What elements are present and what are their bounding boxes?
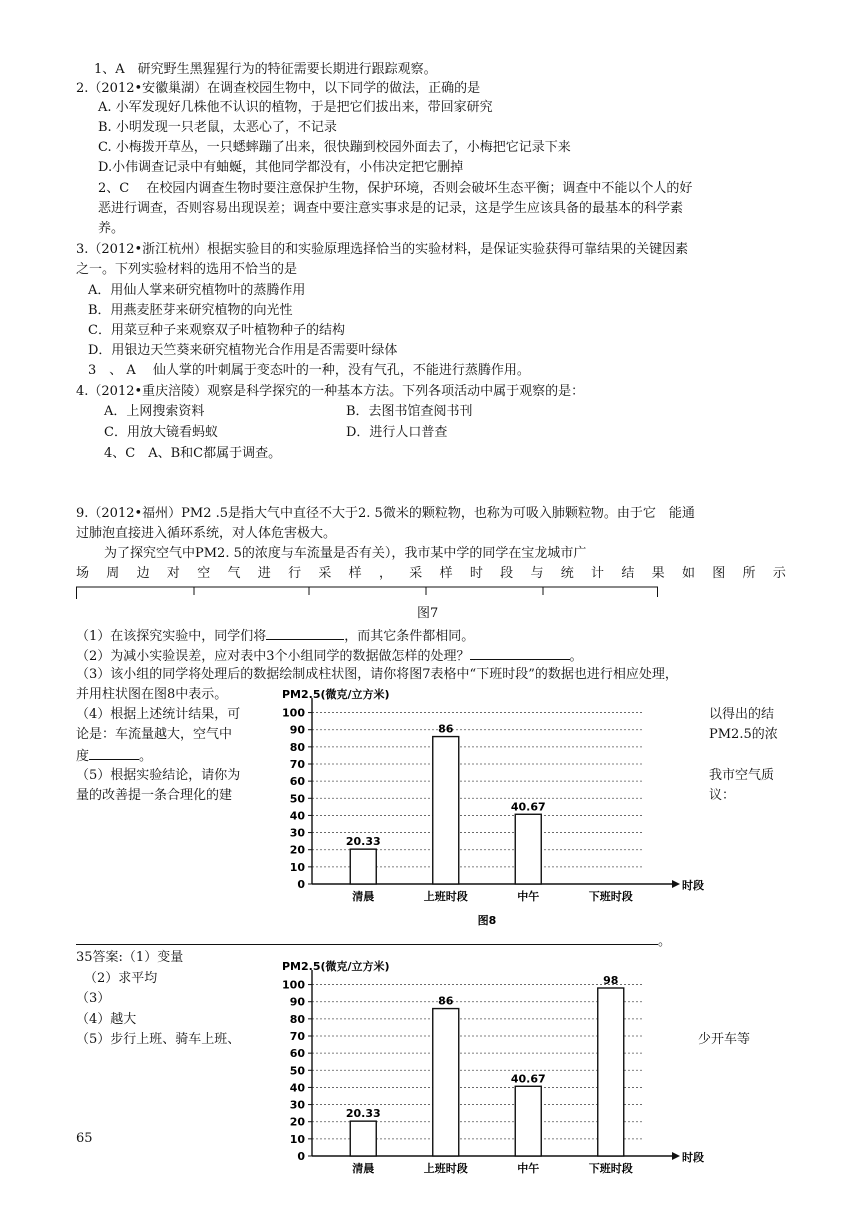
q9-justified-char: 段 <box>500 566 514 581</box>
q9-sub5-answer-line[interactable] <box>76 944 658 945</box>
q4-option-a: A．上网搜索资料 <box>104 404 205 419</box>
q9-sub4-right1: 以得出的结 <box>709 707 775 722</box>
y-tick-label: 60 <box>289 775 305 789</box>
q9-sub1-blank[interactable] <box>266 627 344 640</box>
bar <box>515 814 541 884</box>
q9-justified-char: 样 <box>439 566 453 581</box>
q9-sub5-right1: 我市空气质 <box>709 768 775 783</box>
data-label: 86 <box>438 722 454 736</box>
q9-justified-char: 计 <box>591 566 605 581</box>
q9-justified-char: 周 <box>106 566 120 581</box>
q9-justified-char: 场 <box>76 566 90 581</box>
y-tick-label: 50 <box>289 792 305 806</box>
q9-justified-char: 图 <box>712 566 726 581</box>
answer-4: （4）越大 <box>76 1012 137 1027</box>
y-tick-label: 10 <box>289 1132 305 1146</box>
figure7-caption: 图7 <box>417 606 439 621</box>
q9-sub3-line2: 并用柱状图在图8中表示。 <box>76 687 228 702</box>
x-tick-label: 清晨 <box>352 890 375 903</box>
x-axis-label: 时段 <box>682 879 704 892</box>
q2-option-c: C. 小梅拨开草丛，一只蟋蟀蹦了出来，很快蹦到校园外面去了，小梅把它记录下来 <box>98 140 571 155</box>
y-tick-label: 90 <box>289 995 305 1009</box>
x-axis-arrow <box>672 880 680 888</box>
x-tick-label: 中午 <box>517 1162 540 1175</box>
q2-answer-line3: 养。 <box>98 221 125 236</box>
q9-sub4-left2: 论是：车流量越大，空气中 <box>76 727 233 742</box>
q4-option-c: C．用放大镜看蚂蚁 <box>104 425 218 440</box>
q9-justified-char: 采 <box>318 566 332 581</box>
q2-option-b: B. 小明发现一只老鼠，太恶心了，不记录 <box>98 120 337 135</box>
answer-5-left: （5）步行上班、骑车上班、 <box>76 1032 241 1047</box>
q9-sub4-label: 度 <box>76 749 90 764</box>
q9-justified-char: ， <box>378 566 392 581</box>
q9-sub2 <box>76 647 583 665</box>
q9-sub2-blank[interactable] <box>470 647 570 660</box>
data-label: 98 <box>603 974 619 987</box>
figure7-table-strip <box>76 583 658 599</box>
y-tick-label: 10 <box>289 860 305 874</box>
q9-sub2-post: 。 <box>569 649 583 664</box>
y-tick-label: 70 <box>289 758 305 771</box>
q9-justified-char: 进 <box>257 566 271 581</box>
q9-sub1 <box>76 627 474 645</box>
q4-option-b: B．去图书馆查阅书刊 <box>346 404 473 419</box>
page-number: 65 <box>76 1131 93 1146</box>
y-tick-label: 30 <box>289 1098 305 1112</box>
x-tick-label: 清晨 <box>352 1162 375 1175</box>
x-axis-arrow <box>672 1152 680 1160</box>
q9-justified-char: 所 <box>742 566 756 581</box>
q4-answer: 4、C A、B和C都属于调查。 <box>104 446 282 461</box>
x-tick-label: 下班时段 <box>588 890 633 903</box>
data-label: 20.33 <box>345 1107 381 1121</box>
data-label: 40.67 <box>510 800 546 814</box>
data-label: 20.33 <box>345 835 381 849</box>
data-label: 40.67 <box>510 1072 546 1086</box>
y-tick-label: 100 <box>282 706 305 720</box>
q9-justified-char: 果 <box>651 566 665 581</box>
bar <box>350 1121 376 1156</box>
y-tick-label: 30 <box>289 826 305 840</box>
x-tick-label: 上班时段 <box>423 890 468 903</box>
bar <box>433 1009 459 1156</box>
q3-stem-line1: 3.（2012•浙江杭州）根据实验目的和实验原理选择恰当的实验材料，是保证实验获得可靠结果的关键因素 <box>76 242 689 257</box>
q9-end-mark: 。 <box>658 934 672 949</box>
answer-3: （3） <box>76 991 111 1006</box>
y-axis-label: PM2.5(微克/立方米) <box>282 688 390 701</box>
bar <box>598 988 624 1156</box>
y-tick-label: 0 <box>297 878 305 891</box>
y-tick-label: 100 <box>282 978 305 992</box>
q9-justified-char: 空 <box>197 566 211 581</box>
q9-sub5-right2: 议： <box>709 788 736 803</box>
bar <box>350 849 376 884</box>
q2-answer-line2: 恶进行调查，否则容易出现误差；调查中要注意实事求是的记录，这是学生应该具备的最基本的科学素 <box>98 201 684 216</box>
x-tick-label: 下班时段 <box>588 1162 633 1175</box>
figure8-chart <box>280 686 704 932</box>
q9-justified-char: 行 <box>288 566 302 581</box>
y-tick-label: 80 <box>289 1012 305 1026</box>
y-axis-label: PM2.5(微克/立方米) <box>282 960 390 973</box>
q9-stem-line1: 9.（2012•福州）PM2 .5是指大气中直径不大于2. 5微米的颗粒物，也称为可吸入肺颗粒物。由于它 能通 <box>76 506 695 521</box>
data-label: 86 <box>438 994 454 1008</box>
q9-justified-char: 结 <box>621 566 635 581</box>
q9-justified-char: 如 <box>681 566 695 581</box>
q9-justified-char: 时 <box>469 566 483 581</box>
q9-justified-char: 边 <box>136 566 150 581</box>
bar <box>433 737 459 884</box>
q4-stem: 4.（2012•重庆涪陵）观察是科学探究的一种基本方法。下列各项活动中属于观察的是： <box>76 384 585 399</box>
q9-justified-char: 与 <box>530 566 544 581</box>
y-tick-label: 90 <box>289 723 305 737</box>
q9-justified-char: 气 <box>227 566 241 581</box>
bar <box>515 1086 541 1156</box>
q9-sub4-blank[interactable] <box>89 747 139 760</box>
q3-option-d: D．用银边天竺葵来研究植物光合作用是否需要叶绿体 <box>88 343 398 358</box>
q9-sub4-end: 。 <box>139 749 153 764</box>
y-tick-label: 80 <box>289 740 305 754</box>
q2-option-d: D.小伟调查记录中有蚰蜒，其他同学都没有，小伟决定把它删掉 <box>98 160 464 175</box>
q9-justified-char: 统 <box>560 566 574 581</box>
answer-chart <box>280 958 704 1194</box>
q9-justified-char: 对 <box>166 566 180 581</box>
answer-5-right: 少开车等 <box>698 1032 751 1047</box>
q9-sub5-left1: （5）根据实验结论，请你为 <box>76 768 241 783</box>
q9-sub2-pre: （2）为减小实验误差，应对表中3个小组同学的数据做怎样的处理？ <box>76 649 470 664</box>
q3-answer: 3 、 A 仙人掌的叶刺属于变态叶的一种，没有气孔，不能进行蒸腾作用。 <box>88 363 530 378</box>
q9-justified-char: 采 <box>409 566 423 581</box>
q9-justified-char: 样 <box>348 566 362 581</box>
q9-sub4-left1: （4）根据上述统计结果，可 <box>76 707 241 722</box>
y-tick-label: 20 <box>289 1115 305 1129</box>
q1-answer: 1、A 研究野生黑猩猩行为的特征需要长期进行跟踪观察。 <box>94 62 437 77</box>
q9-stem-line4 <box>76 566 786 582</box>
y-tick-label: 40 <box>289 809 305 823</box>
x-tick-label: 中午 <box>517 890 540 903</box>
q9-justified-char: 示 <box>772 566 786 581</box>
q9-sub5-left2: 量的改善提一条合理化的建 <box>76 788 233 803</box>
chart-caption: 图8 <box>477 914 497 927</box>
q9-stem-line3: 为了探究空气中PM2. 5的浓度与车流量是否有关），我市某中学的同学在宝龙城市广 <box>104 546 587 561</box>
q9-sub1-post: ，而其它条件都相同。 <box>344 629 475 644</box>
x-axis-label: 时段 <box>682 1151 704 1164</box>
q3-stem-line2: 之一。下列实验材料的选用不恰当的是 <box>76 262 298 277</box>
q9-stem-line2: 过肺泡直接进入循环系统，对人体危害极大。 <box>76 526 337 541</box>
y-tick-label: 70 <box>289 1030 305 1043</box>
q2-option-a: A. 小军发现好几株他不认识的植物，于是把它们拔出来，带回家研究 <box>98 100 493 115</box>
y-tick-label: 50 <box>289 1064 305 1078</box>
q2-answer-line1: 2、C 在校园内调查生物时要注意保护生物，保护环境，否则会破坏生态平衡；调查中不能以个人的好 <box>98 181 693 196</box>
q3-option-c: C．用菜豆种子来观察双子叶植物种子的结构 <box>88 323 345 338</box>
x-tick-label: 上班时段 <box>423 1162 468 1175</box>
q3-option-b: B．用燕麦胚芽来研究植物的向光性 <box>88 303 293 318</box>
y-tick-label: 0 <box>297 1150 305 1163</box>
q2-stem: 2.（2012•安徽巢湖）在调查校园生物中，以下同学的做法，正确的是 <box>76 81 481 96</box>
y-tick-label: 40 <box>289 1081 305 1095</box>
y-tick-label: 20 <box>289 843 305 857</box>
answer-1: 35答案:（1）变量 <box>76 950 184 965</box>
q9-sub4-left3 <box>76 747 152 765</box>
q9-sub4-right2: PM2.5的浓 <box>709 727 778 742</box>
q3-option-a: A．用仙人掌来研究植物叶的蒸腾作用 <box>88 283 306 298</box>
y-tick-label: 60 <box>289 1047 305 1061</box>
q9-sub3-line1: （3）该小组的同学将处理后的数据绘制成柱状图，请你将图7表格中“下班时段”的数据也进行相应处理， <box>76 667 678 682</box>
q9-sub1-pre: （1）在该探究实验中，同学们将 <box>76 629 267 644</box>
q4-option-d: D．进行人口普查 <box>346 425 448 440</box>
answer-2: （2）求平均 <box>84 971 158 986</box>
